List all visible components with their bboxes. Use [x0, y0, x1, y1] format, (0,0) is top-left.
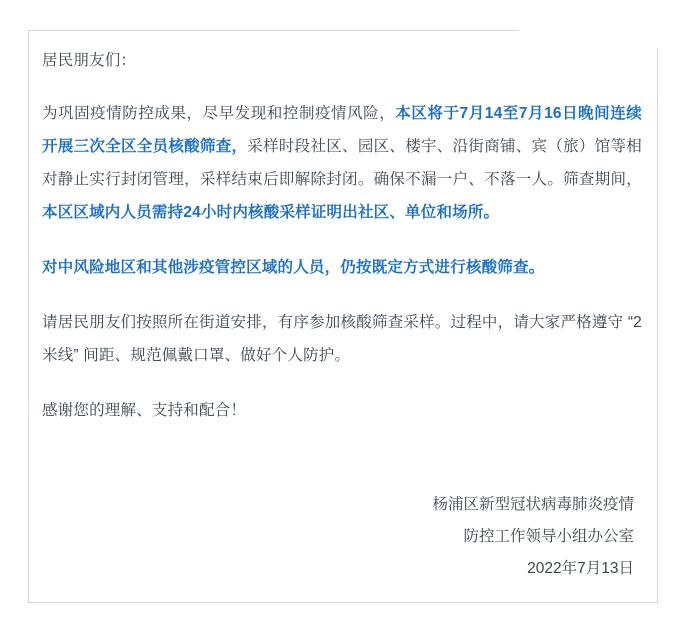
signature-date: 2022年7月13日: [527, 560, 634, 577]
document-body: [36, 44, 648, 585]
signature-organization-line-1: 杨浦区新型冠状病毒肺炎疫情: [432, 496, 634, 513]
paragraph-2: 对中风险地区和其他涉疫管控区域的人员，仍按既定方式进行核酸筛查。: [42, 259, 545, 276]
paragraph-1-segment-1: 为巩固疫情防控成果，尽早发现和控制疫情风险，: [42, 105, 396, 122]
paragraph-1-segment-4: 本区区域内人员需持24小时内核酸采样证明出社区、单位和场所。: [42, 204, 500, 221]
signature-organization-line-2: 防控工作领导小组办公室: [463, 528, 634, 545]
paragraph-3: 请居民朋友们按照所在街道安排，有序参加核酸筛查采样。过程中，请大家严格遵守 “2米线” 间距、规范佩戴口罩、做好个人防护。: [42, 314, 642, 364]
paragraph-4: 感谢您的理解、支持和配合！: [42, 402, 247, 419]
signature-block: [42, 489, 642, 585]
frame-right-border: [657, 30, 658, 602]
frame-left-border: [28, 30, 29, 602]
paragraph-1: [42, 97, 642, 229]
frame-bottom-border: [28, 602, 658, 603]
paragraph-1-segment-2: 本区将于7月14至7月16日晚间连续开展三次全区全员核酸筛查，: [42, 105, 642, 155]
corner-decoration: [519, 14, 661, 48]
paragraph-1-segment-3: 采样时段社区、园区、楼宇、沿街商铺、宾（旅）馆等相对静止实行封闭管理，采样结束后即解除封闭。确保不漏一户、不落一人。筛查期间，: [42, 138, 642, 188]
salutation: 居民朋友们：: [42, 52, 137, 69]
